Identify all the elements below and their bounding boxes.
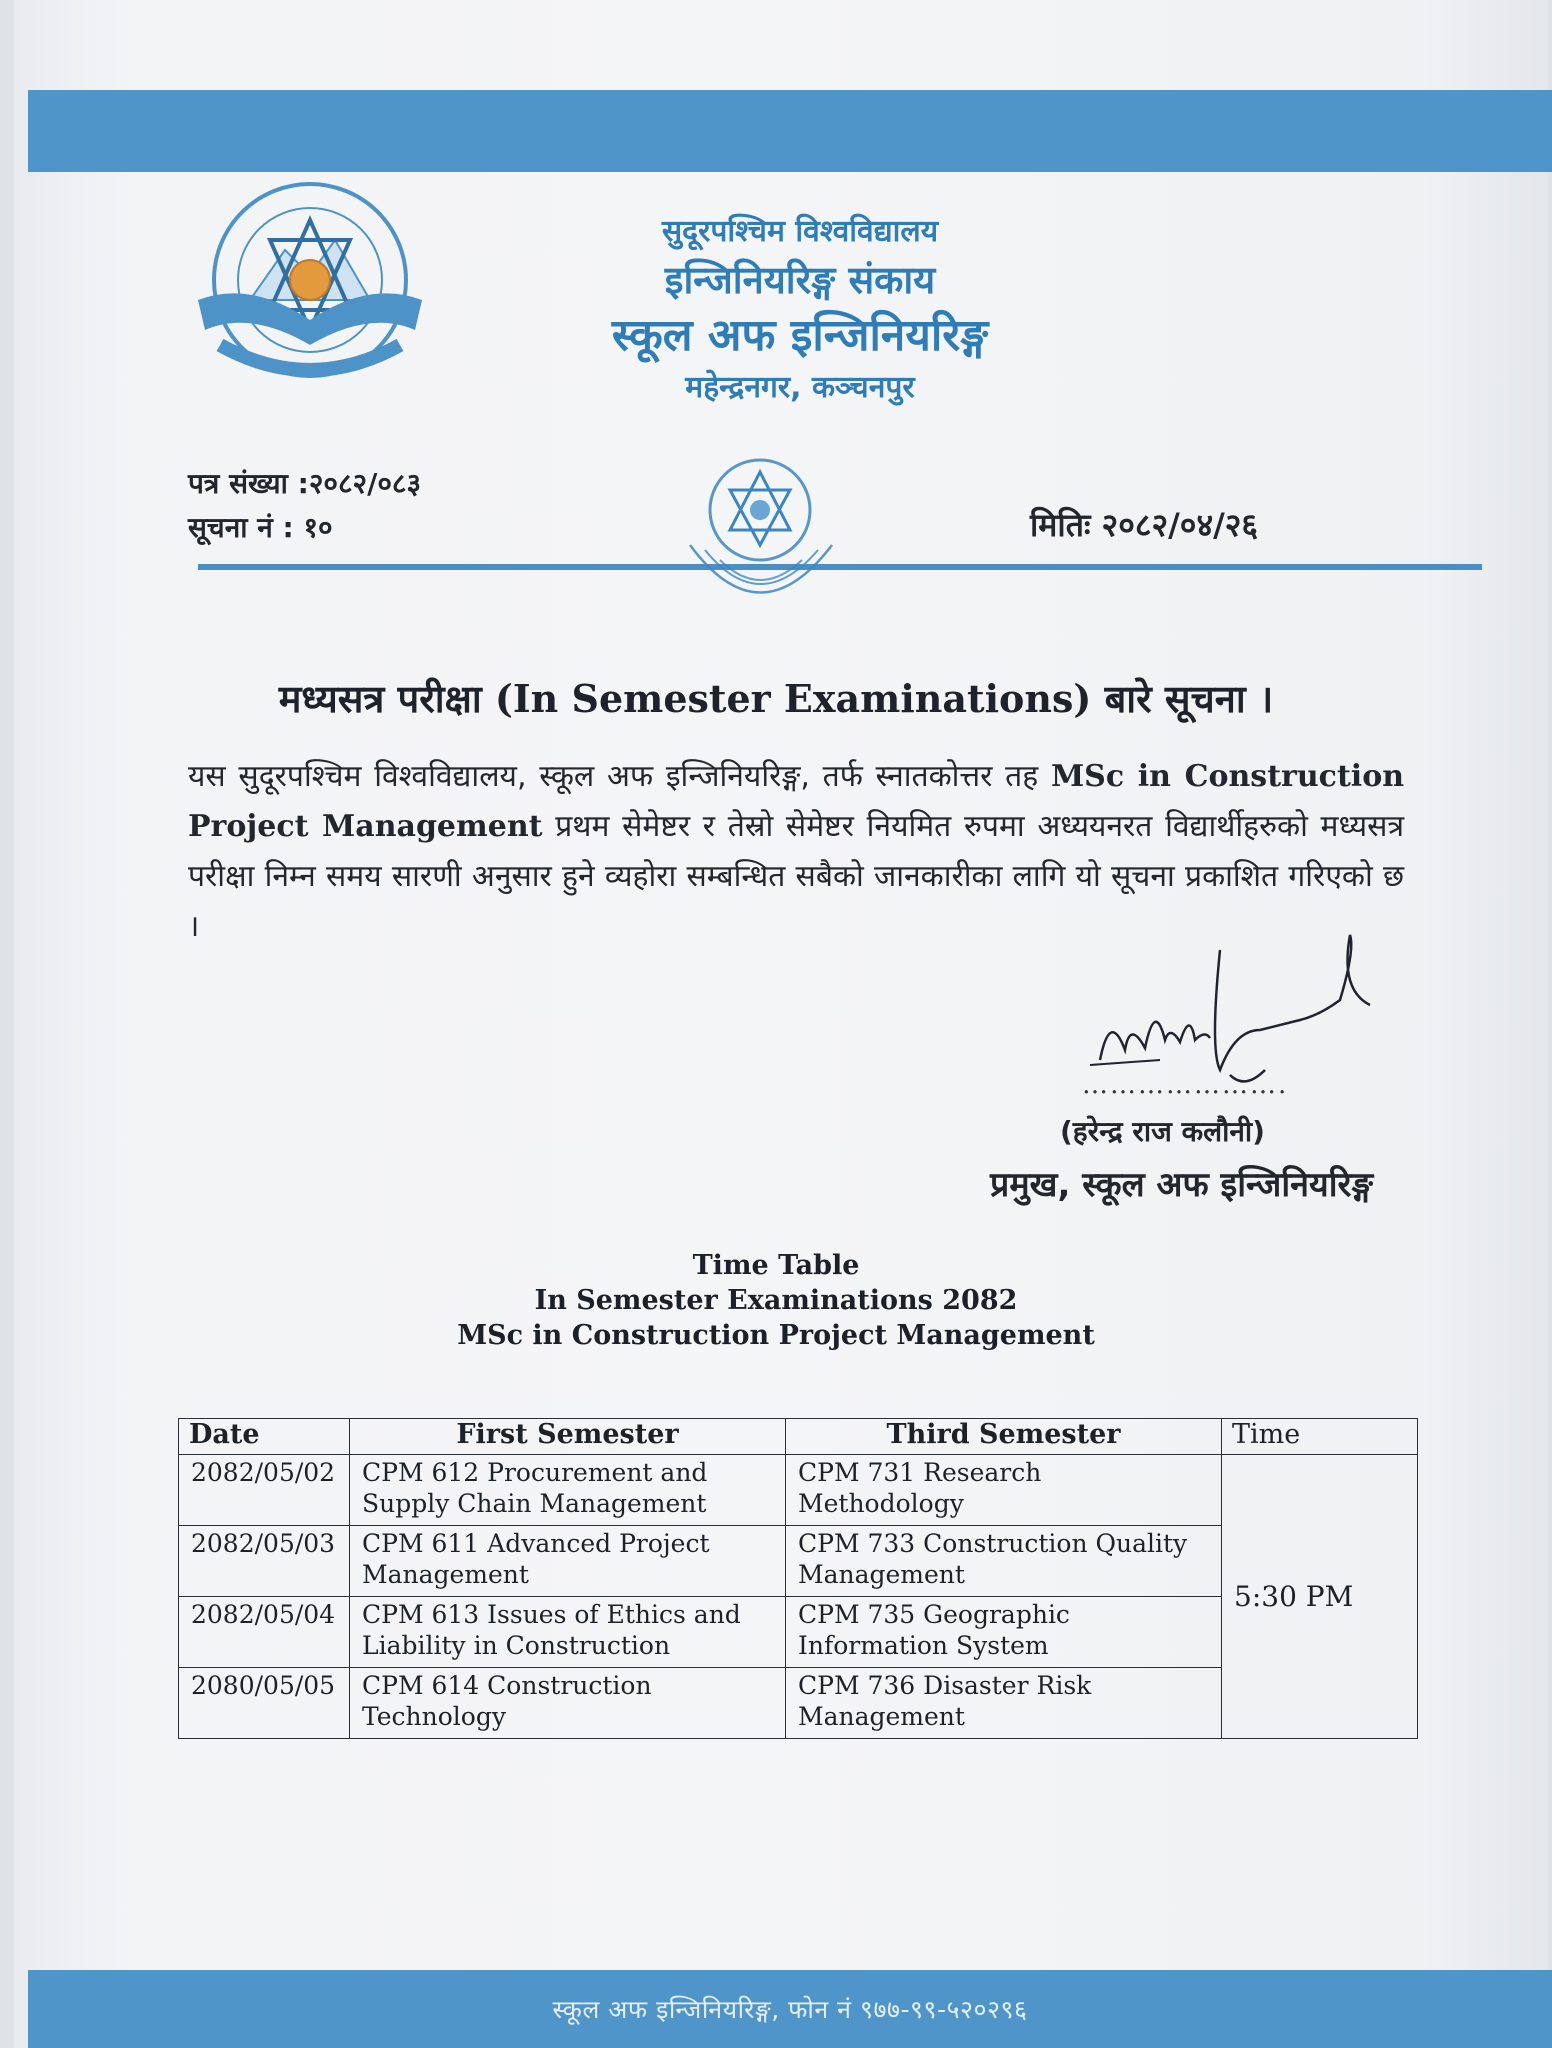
program-name: MSc in Construction Project Management	[188, 759, 1405, 844]
university-name: सुदूरपश्चिम विश्वविद्यालय	[661, 214, 939, 249]
cell-third-semester: CPM 735 Geographic Information System	[786, 1597, 1222, 1668]
signer-name: (हरेन्द्र राज कलौनी)	[1060, 1115, 1265, 1148]
footer-band	[28, 1970, 1552, 2048]
table-header-row	[179, 1419, 1418, 1455]
university-logo	[190, 180, 430, 400]
signer-designation: प्रमुख, स्कूल अफ इन्जिनियरिङ्ग	[990, 1165, 1373, 1205]
cell-first-semester: CPM 614 Construction Technology	[350, 1668, 786, 1739]
footer-contact: स्कूल अफ इन्जिनियरिङ्ग, फोन नं ९७७-९९-५२०२९६	[552, 1995, 1028, 2024]
timetable-program: MSc in Construction Project Management	[457, 1320, 1095, 1351]
signature-line: ………………….	[1082, 1070, 1289, 1100]
school-name: स्कूल अफ इन्जिनियरिङ्ग	[611, 310, 989, 361]
cell-date: 2082/05/04	[179, 1597, 350, 1668]
office-seal-stamp	[660, 450, 860, 630]
timetable-subtitle: In Semester Examinations 2082	[534, 1285, 1018, 1316]
body-text-part1: यस सुदूरपश्चिम विश्वविद्यालय, स्कूल अफ इन्जिनियरिङ्ग, तर्फ स्नातकोत्तर तह	[188, 759, 1051, 794]
letter-number: पत्र संख्या :२०८२/०८३	[188, 467, 422, 500]
cell-date: 2080/05/05	[179, 1668, 350, 1739]
institution-heading	[520, 210, 1080, 410]
cell-first-semester: CPM 612 Procurement and Supply Chain Management	[350, 1455, 786, 1526]
faculty-name: इन्जिनियरिङ्ग संकाय	[664, 258, 936, 302]
cell-date: 2082/05/03	[179, 1526, 350, 1597]
cell-third-semester: CPM 736 Disaster Risk Management	[786, 1668, 1222, 1739]
cell-time: 5:30 PM	[1222, 1455, 1418, 1739]
exam-timetable	[178, 1418, 1418, 1739]
notice-body	[188, 752, 1404, 952]
cell-first-semester: CPM 613 Issues of Ethics and Liability in Construction	[350, 1597, 786, 1668]
notice-number: सूचना नं : १०	[188, 511, 333, 544]
cell-third-semester: CPM 731 Research Methodology	[786, 1455, 1222, 1526]
column-header-date: Date	[179, 1419, 350, 1455]
cell-third-semester: CPM 733 Construction Quality Management	[786, 1526, 1222, 1597]
timetable-heading	[0, 1248, 1552, 1353]
notice-date: मितिः २०८२/०४/२६	[1030, 506, 1259, 544]
body-text-part2: प्रथम सेमेष्टर र तेस्रो सेमेष्टर नियमित रुपमा अध्ययनरत विद्यार्थीहरुको मध्यसत्र परीक्षा निम्न समय सारणी अनुसार हुने व्यहोरा सम्बन्धित सबैको जानकारीका लागि यो सूचना प्रकाशित गरिएको छ ।	[188, 809, 1404, 944]
column-header-first-semester: First Semester	[350, 1419, 786, 1455]
cell-date: 2082/05/02	[179, 1455, 350, 1526]
timetable-title: Time Table	[692, 1250, 860, 1281]
school-location: महेन्द्रनगर, कञ्चनपुर	[685, 370, 915, 405]
table-row	[179, 1455, 1418, 1526]
notice-subject: मध्यसत्र परीक्षा (In Semester Examinations) बारे सूचना ।	[278, 676, 1274, 721]
column-header-third-semester: Third Semester	[786, 1419, 1222, 1455]
cell-first-semester: CPM 611 Advanced Project Management	[350, 1526, 786, 1597]
column-header-time: Time	[1222, 1419, 1418, 1455]
header-band	[28, 90, 1552, 172]
reference-block	[188, 462, 421, 550]
